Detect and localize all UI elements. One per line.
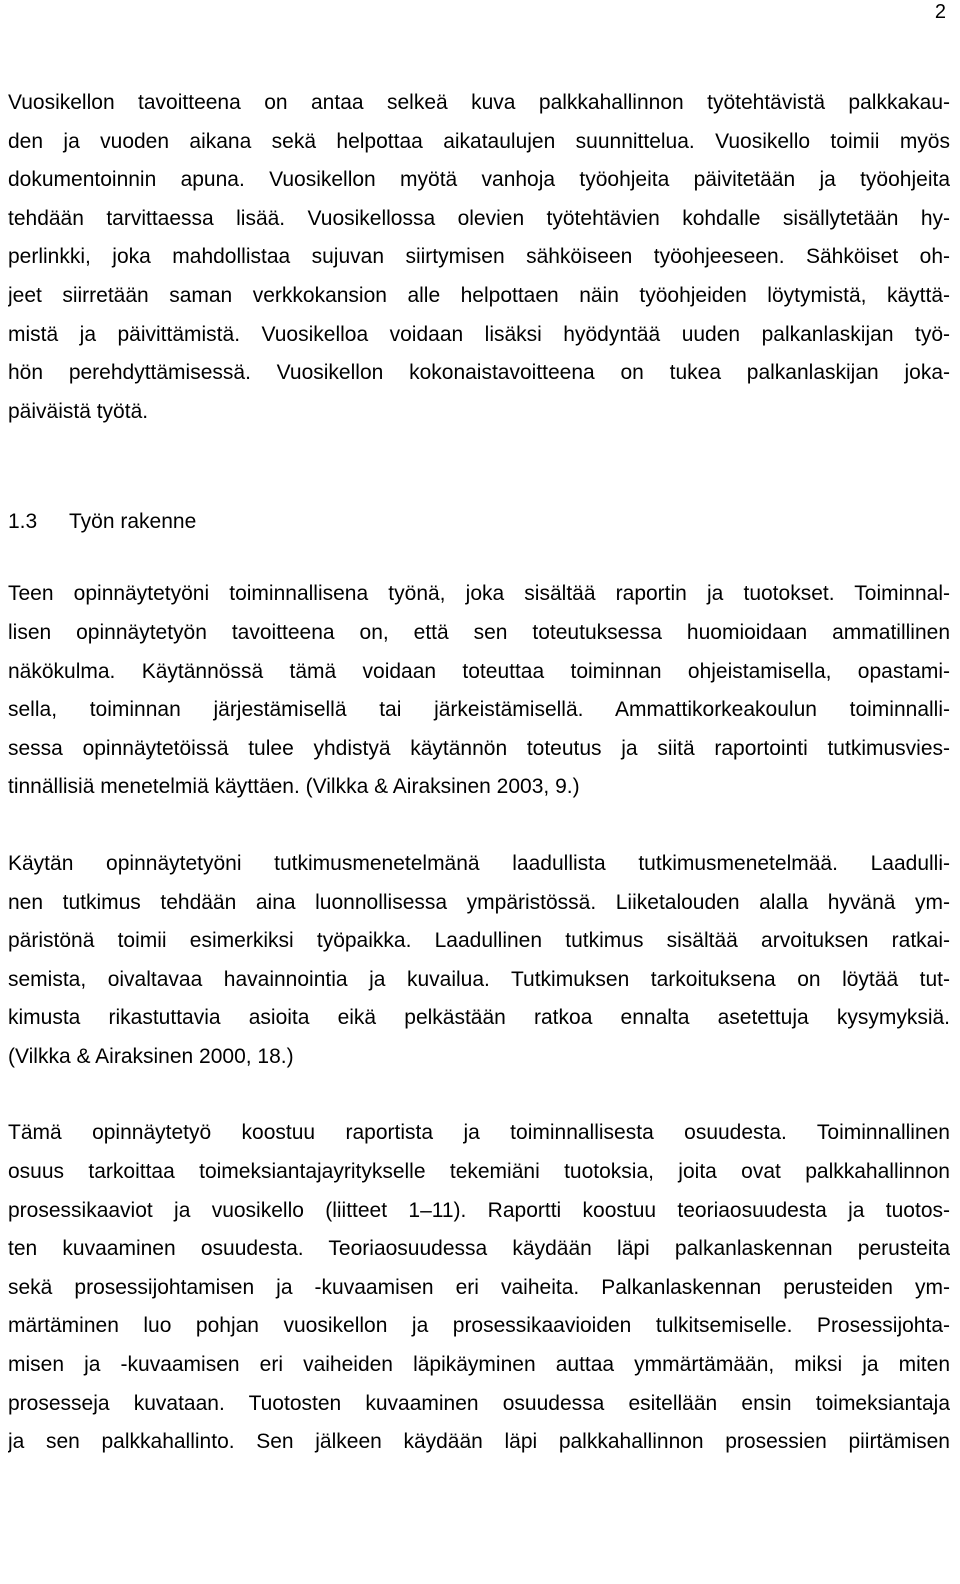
text-line: dokumentoinnin apuna. Vuosikellon myötä vanhoja työohjeita päivitetään ja työohjeita [8, 168, 950, 192]
text-line: osuus tarkoittaa toimeksiantajayritykselle tekemiäni tuotoksia, joita ovat palkkahallinnon [8, 1160, 950, 1184]
text-line: tinnällisiä menetelmiä käyttäen. (Vilkka & Airaksinen 2003, 9.) [8, 775, 580, 799]
text-line: kimusta rikastuttavia asioita eikä pelkästään ratkoa ennalta asetettuja kysymyksiä. [8, 1006, 950, 1030]
text-line: tehdään tarvittaessa lisää. Vuosikellossa olevien työtehtävien kohdalle sisällytetään hy- [8, 206, 950, 230]
text-line: sekä prosessijohtamisen ja -kuvaamisen eri vaiheita. Palkanlaskennan perusteiden ym- [8, 1275, 950, 1299]
text-line: sella, toiminnan järjestämisellä tai järkeistämisellä. Ammattikorkeakoulun toiminnalli- [8, 698, 950, 722]
section-title: Työn rakenne [69, 510, 197, 534]
text-line: misen ja -kuvaamisen eri vaiheiden läpikäyminen auttaa ymmärtämään, miksi ja miten [8, 1353, 950, 1377]
text-line: nen tutkimus tehdään aina luonnollisessa ympäristössä. Liiketalouden alalla hyvänä ym- [8, 890, 950, 914]
text-line: hön perehdyttämisessä. Vuosikellon kokonaistavoitteena on tukea palkanlaskijan joka- [8, 361, 950, 385]
text-line: märtäminen luo pohjan vuosikellon ja prosessikaavioiden tulkitsemiselle. Prosessijohta- [8, 1314, 950, 1338]
text-line: Käytän opinnäytetyöni tutkimusmenetelmänä laadullista tutkimusmenetelmää. Laadulli- [8, 851, 950, 875]
text-line: perlinkki, joka mahdollistaa sujuvan siirtymisen sähköiseen työohjeeseen. Sähköiset oh- [8, 245, 950, 269]
section-heading [8, 507, 950, 537]
text-line: (Vilkka & Airaksinen 2000, 18.) [8, 1044, 294, 1068]
text-line: prosessikaaviot ja vuosikello (liitteet 1–11). Raportti koostuu teoriaosuudesta ja tuotos- [8, 1198, 950, 1222]
text-line: päiväistä työtä. [8, 399, 149, 423]
text-line: Teen opinnäytetyöni toiminnallisena työnä, joka sisältää raportin ja tuotokset. Toiminnal- [8, 582, 950, 606]
text-line: ja sen palkkahallinto. Sen jälkeen käydään läpi palkkahallinnon prosessien piirtämisen [8, 1430, 950, 1454]
text-line: sessa opinnäytetöissä tulee yhdistyä käytännön toteutus ja siitä raportointi tutkimusvies- [8, 736, 950, 760]
paragraph-vuosikello [8, 84, 950, 431]
text-line: päristönä toimii esimerkiksi työpaikka. Laadullinen tutkimus sisältää arvoituksen ratkai- [8, 929, 950, 953]
paragraph-toiminnallinen [8, 575, 950, 807]
text-line: ten kuvaaminen osuudesta. Teoriaosuudessa käydään läpi palkanlaskennan perusteita [8, 1237, 950, 1261]
page-number: 2 [934, 1, 946, 23]
text-line: Vuosikellon tavoitteena on antaa selkeä kuva palkkahallinnon työtehtävistä palkkakau- [8, 91, 950, 114]
section-number: 1.3 [8, 510, 38, 534]
document-body [8, 84, 950, 1462]
paragraph-rakenne [8, 1114, 950, 1461]
text-line: näkökulma. Käytännössä tämä voidaan toteuttaa toiminnan ohjeistamisella, opastami- [8, 659, 950, 683]
text-line: mistä ja päivittämistä. Vuosikelloa voidaan lisäksi hyödyntää uuden palkanlaskijan työ- [8, 322, 950, 346]
text-line: prosesseja kuvataan. Tuotosten kuvaaminen osuudessa esitellään ensin toimeksiantaja [8, 1391, 950, 1415]
text-line: semista, oivaltavaa havainnointia ja kuvailua. Tutkimuksen tarkoituksena on löytää tut- [8, 967, 950, 991]
text-line: den ja vuoden aikana sekä helpottaa aikataulujen suunnittelua. Vuosikello toimii myös [8, 129, 950, 153]
text-line: Tämä opinnäytetyö koostuu raportista ja toiminnallisesta osuudesta. Toiminnallinen [8, 1121, 950, 1145]
text-line: lisen opinnäytetyön tavoitteena on, että sen toteutuksessa huomioidaan ammatillinen [8, 620, 950, 644]
paragraph-tutkimusmenetelma [8, 845, 950, 1077]
text-line: jeet siirretään saman verkkokansion alle helpottaen näin työohjeiden löytymistä, käyttä- [8, 283, 950, 307]
